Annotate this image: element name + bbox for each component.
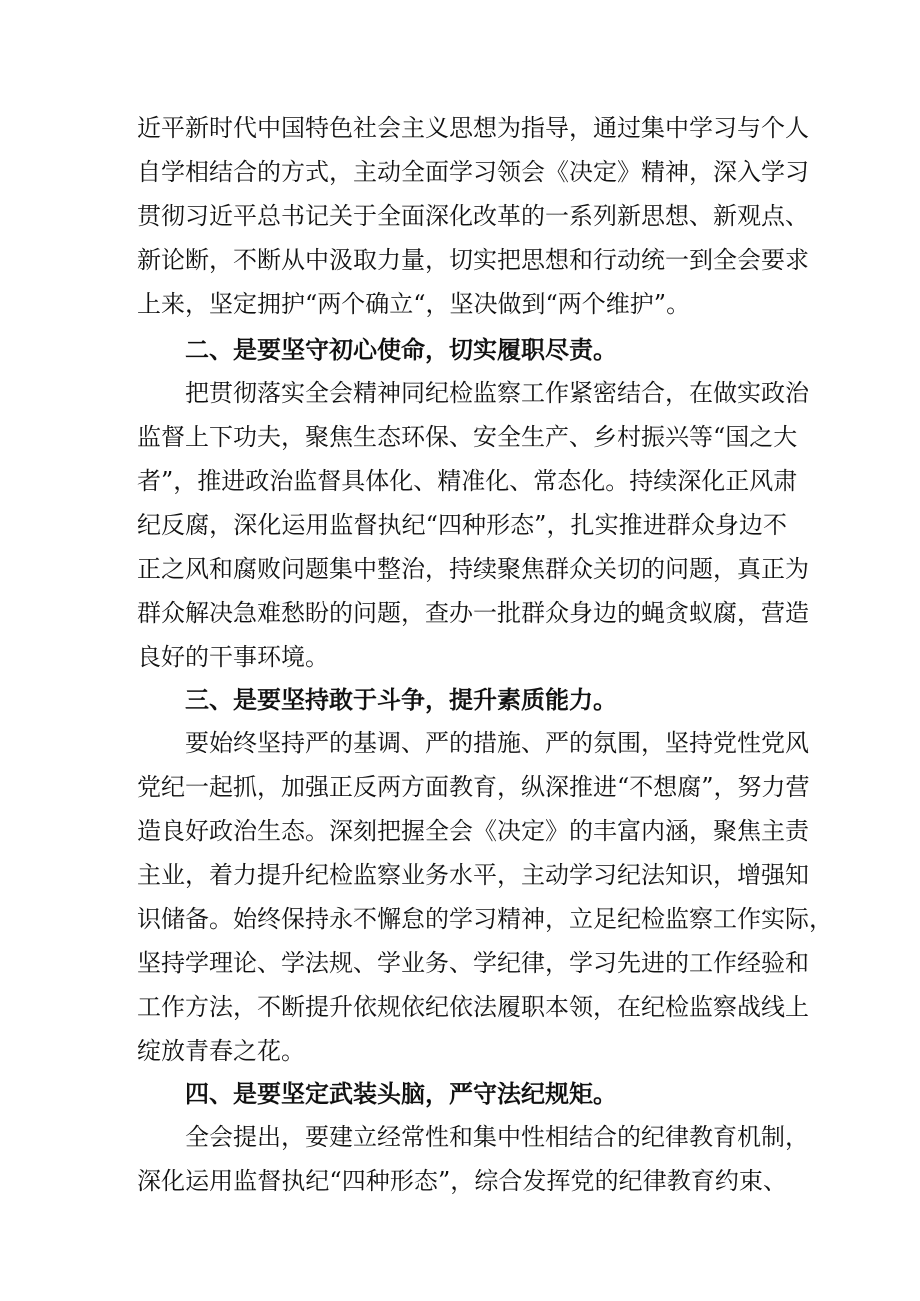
paragraph-line: 坚持学理论、学法规、学业务、学纪律，学习先进的工作经验和	[137, 949, 809, 977]
paragraph-line: 纪反腐，深化运用监督执纪“四种形态”，扎实推进群众身边不	[137, 511, 787, 539]
paragraph-line: 把贯彻落实全会精神同纪检监察工作紧密结合，在做实政治	[185, 379, 809, 407]
paragraph-line: 深化运用监督执纪“四种形态”，综合发挥党的纪律教育约束、	[137, 1167, 787, 1195]
paragraph-line: 识储备。始终保持永不懈怠的学习精神，立足纪检监察工作实际，	[137, 905, 833, 933]
paragraph-line: 要始终坚持严的基调、严的措施、严的氛围，坚持党性党风	[185, 729, 809, 757]
paragraph-line: 自学相结合的方式，主动全面学习领会《决定》精神，深入学习	[137, 158, 809, 186]
section-heading: 三、是要坚持敢于斗争，提升素质能力。	[185, 686, 617, 714]
paragraph-line: 主业，着力提升纪检监察业务水平，主动学习纪法知识，增强知	[137, 861, 809, 889]
paragraph-line: 良好的干事环境。	[137, 643, 329, 671]
paragraph-line: 工作方法，不断提升依规依纪依法履职本领，在纪检监察战线上	[137, 993, 809, 1021]
paragraph-line: 贯彻习近平总书记关于全面深化改革的一系列新思想、新观点、	[137, 202, 809, 230]
paragraph-line: 上来，坚定拥护“两个确立“，坚决做到“两个维护”。	[137, 290, 691, 318]
paragraph-line: 者”，推进政治监督具体化、精准化、常态化。持续深化正风肃	[137, 467, 798, 495]
paragraph-line: 新论断，不断从中汲取力量，切实把思想和行动统一到全会要求	[137, 246, 809, 274]
paragraph-line: 近平新时代中国特色社会主义思想为指导，通过集中学习与个人	[137, 114, 809, 142]
paragraph-line: 造良好政治生态。深刻把握全会《决定》的丰富内涵，聚焦主责	[137, 817, 809, 845]
paragraph-line: 绽放青春之花。	[137, 1037, 305, 1065]
paragraph-line: 群众解决急难愁盼的问题，查办一批群众身边的蝇贪蚁腐，营造	[137, 599, 809, 627]
paragraph-line: 全会提出，要建立经常性和集中性相结合的纪律教育机制，	[185, 1123, 809, 1151]
section-heading: 二、是要坚守初心使命，切实履职尽责。	[185, 336, 617, 364]
section-heading: 四、是要坚定武装头脑，严守法纪规矩。	[185, 1080, 617, 1108]
paragraph-line: 监督上下功夫，聚焦生态环保、安全生产、乡村振兴等“国之大	[137, 423, 798, 451]
paragraph-line: 正之风和腐败问题集中整治，持续聚焦群众关切的问题，真正为	[137, 555, 809, 583]
paragraph-line: 党纪一起抓，加强正反两方面教育，纵深推进“不想腐”，努力营	[137, 773, 810, 801]
